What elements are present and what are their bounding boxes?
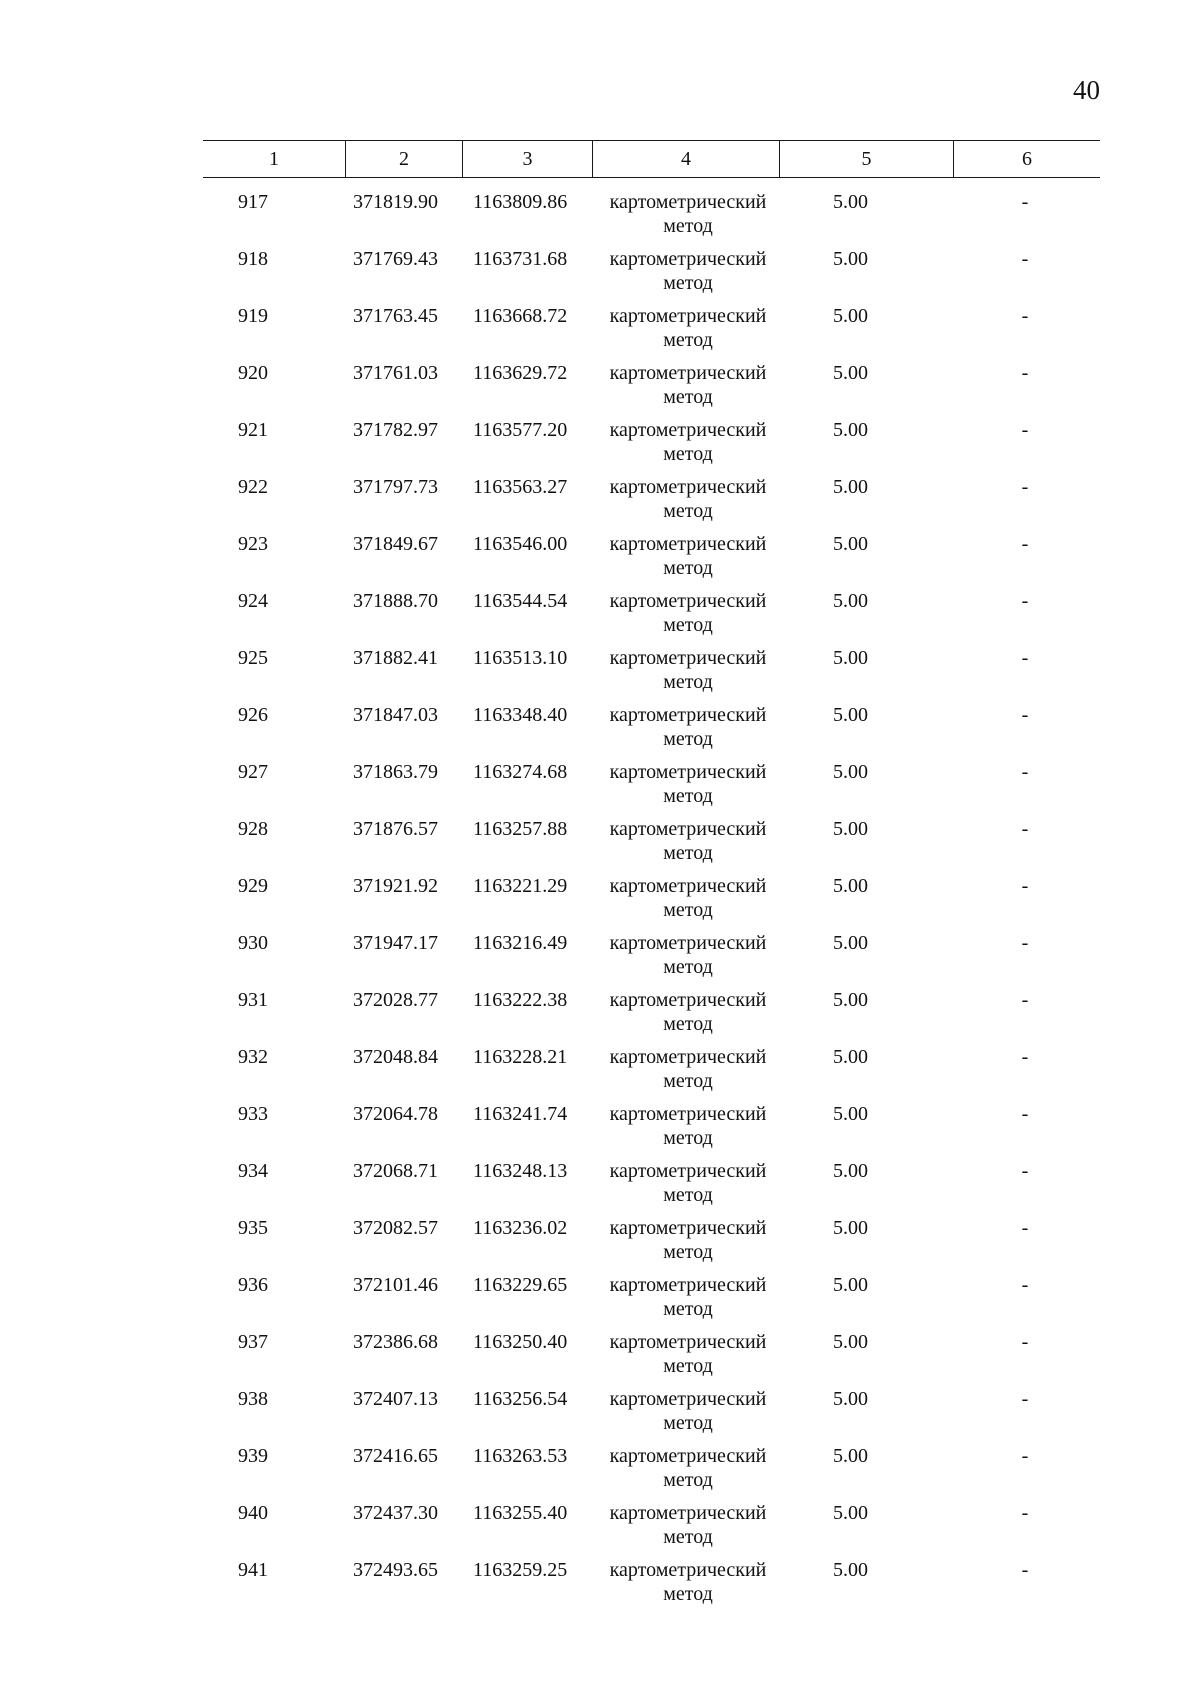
precision-value: 5.00	[833, 761, 868, 783]
table-row	[203, 1273, 1100, 1330]
note-dash: -	[1021, 533, 1029, 555]
precision-value: 5.00	[833, 419, 868, 441]
point-number: 921	[238, 419, 268, 441]
table-row	[203, 931, 1100, 988]
method	[588, 532, 788, 580]
note-dash: -	[1021, 989, 1029, 1011]
method	[588, 703, 788, 751]
method	[588, 1273, 788, 1321]
coordinate-y: 1163257.88	[473, 818, 568, 840]
method-line-1: картометрический	[609, 191, 767, 213]
table-row	[203, 589, 1100, 646]
method-line-1: картометрический	[609, 590, 767, 612]
point-number: 939	[238, 1445, 268, 1467]
method-line-2: метод	[663, 1298, 713, 1320]
point-number: 926	[238, 704, 268, 726]
coordinate-x: 371769.43	[353, 248, 438, 270]
method-line-2: метод	[663, 386, 713, 408]
table-row	[203, 1501, 1100, 1558]
coordinate-y: 1163228.21	[473, 1046, 568, 1068]
method-line-1: картометрический	[609, 1217, 767, 1239]
coordinate-x: 372048.84	[353, 1046, 438, 1068]
coordinate-y: 1163259.25	[473, 1559, 568, 1581]
method-line-2: метод	[663, 956, 713, 978]
table-row	[203, 1216, 1100, 1273]
table-header	[203, 140, 1100, 178]
method	[588, 1501, 788, 1549]
note-dash: -	[1021, 1388, 1029, 1410]
method-line-1: картометрический	[609, 1103, 767, 1125]
method-line-1: картометрический	[609, 1559, 767, 1581]
method	[588, 304, 788, 352]
precision-value: 5.00	[833, 818, 868, 840]
point-number: 936	[238, 1274, 268, 1296]
coordinate-y: 1163274.68	[473, 761, 568, 783]
method-line-2: метод	[663, 1184, 713, 1206]
table-row	[203, 1558, 1100, 1615]
header-col-2: 2	[345, 141, 462, 177]
precision-value: 5.00	[833, 305, 868, 327]
coordinate-x: 371882.41	[353, 647, 438, 669]
point-number: 938	[238, 1388, 268, 1410]
table-row	[203, 361, 1100, 418]
coordinate-y: 1163563.27	[473, 476, 568, 498]
table-row	[203, 304, 1100, 361]
precision-value: 5.00	[833, 362, 868, 384]
method-line-2: метод	[663, 500, 713, 522]
header-col-5: 5	[779, 141, 953, 177]
coordinate-x: 372068.71	[353, 1160, 438, 1182]
point-number: 935	[238, 1217, 268, 1239]
method	[588, 589, 788, 637]
method-line-2: метод	[663, 1583, 713, 1605]
method	[588, 1558, 788, 1606]
coordinate-x: 371761.03	[353, 362, 438, 384]
coordinate-x: 372493.65	[353, 1559, 438, 1581]
coordinate-y: 1163255.40	[473, 1502, 568, 1524]
method-line-1: картометрический	[609, 1160, 767, 1182]
header-col-4: 4	[592, 141, 779, 177]
method-line-2: метод	[663, 557, 713, 579]
coordinate-x: 371847.03	[353, 704, 438, 726]
method	[588, 361, 788, 409]
coordinate-x: 371921.92	[353, 875, 438, 897]
table-row	[203, 646, 1100, 703]
note-dash: -	[1021, 305, 1029, 327]
coordinate-x: 371876.57	[353, 818, 438, 840]
method-line-2: метод	[663, 1070, 713, 1092]
table-row	[203, 1330, 1100, 1387]
method	[588, 988, 788, 1036]
note-dash: -	[1021, 191, 1029, 213]
precision-value: 5.00	[833, 1502, 868, 1524]
method-line-2: метод	[663, 1412, 713, 1434]
coordinate-x: 371819.90	[353, 191, 438, 213]
method	[588, 646, 788, 694]
note-dash: -	[1021, 1103, 1029, 1125]
note-dash: -	[1021, 362, 1029, 384]
method	[588, 1216, 788, 1264]
precision-value: 5.00	[833, 1445, 868, 1467]
precision-value: 5.00	[833, 647, 868, 669]
method-line-2: метод	[663, 728, 713, 750]
coordinate-x: 372101.46	[353, 1274, 438, 1296]
coordinate-y: 1163668.72	[473, 305, 568, 327]
method-line-2: метод	[663, 899, 713, 921]
method-line-2: метод	[663, 1241, 713, 1263]
method-line-1: картометрический	[609, 1331, 767, 1353]
coordinate-y: 1163236.02	[473, 1217, 568, 1239]
method	[588, 931, 788, 979]
method	[588, 1159, 788, 1207]
table-body	[203, 190, 1100, 1615]
table-row	[203, 1444, 1100, 1501]
method-line-1: картометрический	[609, 476, 767, 498]
note-dash: -	[1021, 704, 1029, 726]
method	[588, 1387, 788, 1435]
header-col-6: 6	[953, 141, 1100, 177]
method	[588, 874, 788, 922]
coordinate-y: 1163222.38	[473, 989, 568, 1011]
coordinate-y: 1163546.00	[473, 533, 568, 555]
note-dash: -	[1021, 1274, 1029, 1296]
coordinate-y: 1163731.68	[473, 248, 568, 270]
header-col-3: 3	[462, 141, 592, 177]
coordinate-x: 372437.30	[353, 1502, 438, 1524]
precision-value: 5.00	[833, 989, 868, 1011]
coordinate-x: 371947.17	[353, 932, 438, 954]
precision-value: 5.00	[833, 476, 868, 498]
note-dash: -	[1021, 1502, 1029, 1524]
precision-value: 5.00	[833, 875, 868, 897]
method-line-2: метод	[663, 1355, 713, 1377]
coordinate-y: 1163544.54	[473, 590, 568, 612]
point-number: 925	[238, 647, 268, 669]
table-row	[203, 703, 1100, 760]
coordinate-x: 372407.13	[353, 1388, 438, 1410]
precision-value: 5.00	[833, 1217, 868, 1239]
point-number: 934	[238, 1160, 268, 1182]
table-row	[203, 1159, 1100, 1216]
point-number: 923	[238, 533, 268, 555]
point-number: 917	[238, 191, 268, 213]
note-dash: -	[1021, 1046, 1029, 1068]
method-line-2: метод	[663, 671, 713, 693]
note-dash: -	[1021, 647, 1029, 669]
method	[588, 1444, 788, 1492]
point-number: 930	[238, 932, 268, 954]
method	[588, 247, 788, 295]
note-dash: -	[1021, 590, 1029, 612]
method-line-1: картометрический	[609, 305, 767, 327]
precision-value: 5.00	[833, 1331, 868, 1353]
note-dash: -	[1021, 1445, 1029, 1467]
page-number: 40	[1073, 75, 1100, 105]
table-row	[203, 760, 1100, 817]
method-line-1: картометрический	[609, 647, 767, 669]
coordinate-y: 1163629.72	[473, 362, 568, 384]
method-line-1: картометрический	[609, 761, 767, 783]
coordinate-x: 371797.73	[353, 476, 438, 498]
point-number: 941	[238, 1559, 268, 1581]
coordinate-x: 372082.57	[353, 1217, 438, 1239]
header-col-1: 1	[269, 148, 279, 170]
coordinate-y: 1163513.10	[473, 647, 568, 669]
note-dash: -	[1021, 932, 1029, 954]
coordinate-y: 1163809.86	[473, 191, 568, 213]
method-line-2: метод	[663, 614, 713, 636]
point-number: 927	[238, 761, 268, 783]
method-line-2: метод	[663, 1526, 713, 1548]
coordinate-x: 372028.77	[353, 989, 438, 1011]
method	[588, 1102, 788, 1150]
coordinate-x: 371763.45	[353, 305, 438, 327]
precision-value: 5.00	[833, 533, 868, 555]
coordinate-y: 1163256.54	[473, 1388, 568, 1410]
note-dash: -	[1021, 248, 1029, 270]
coordinate-y: 1163250.40	[473, 1331, 568, 1353]
precision-value: 5.00	[833, 1274, 868, 1296]
point-number: 919	[238, 305, 268, 327]
table-row	[203, 1387, 1100, 1444]
method	[588, 1330, 788, 1378]
table-row	[203, 475, 1100, 532]
method-line-1: картометрический	[609, 1502, 767, 1524]
point-number: 929	[238, 875, 268, 897]
table-row	[203, 418, 1100, 475]
method-line-1: картометрический	[609, 704, 767, 726]
method-line-2: метод	[663, 1469, 713, 1491]
note-dash: -	[1021, 1559, 1029, 1581]
coordinate-x: 371888.70	[353, 590, 438, 612]
method-line-2: метод	[663, 842, 713, 864]
coordinate-y: 1163577.20	[473, 419, 568, 441]
coordinate-y: 1163229.65	[473, 1274, 568, 1296]
method-line-1: картометрический	[609, 248, 767, 270]
method	[588, 190, 788, 238]
precision-value: 5.00	[833, 932, 868, 954]
method	[588, 418, 788, 466]
method-line-1: картометрический	[609, 1445, 767, 1467]
point-number: 918	[238, 248, 268, 270]
method-line-2: метод	[663, 329, 713, 351]
precision-value: 5.00	[833, 1388, 868, 1410]
point-number: 922	[238, 476, 268, 498]
coordinate-y: 1163241.74	[473, 1103, 568, 1125]
method-line-1: картометрический	[609, 818, 767, 840]
table-row	[203, 1045, 1100, 1102]
method-line-1: картометрический	[609, 419, 767, 441]
method-line-2: метод	[663, 1127, 713, 1149]
table-row	[203, 532, 1100, 589]
table-row	[203, 1102, 1100, 1159]
method-line-1: картометрический	[609, 533, 767, 555]
coordinate-y: 1163216.49	[473, 932, 568, 954]
method	[588, 817, 788, 865]
precision-value: 5.00	[833, 191, 868, 213]
coordinate-x: 371849.67	[353, 533, 438, 555]
table-row	[203, 190, 1100, 247]
point-number: 920	[238, 362, 268, 384]
method-line-1: картометрический	[609, 1274, 767, 1296]
method-line-2: метод	[663, 215, 713, 237]
note-dash: -	[1021, 875, 1029, 897]
coordinate-y: 1163221.29	[473, 875, 568, 897]
table-row	[203, 874, 1100, 931]
coordinate-x: 371782.97	[353, 419, 438, 441]
coordinate-y: 1163263.53	[473, 1445, 568, 1467]
precision-value: 5.00	[833, 248, 868, 270]
method-line-1: картометрический	[609, 875, 767, 897]
precision-value: 5.00	[833, 1046, 868, 1068]
method	[588, 475, 788, 523]
note-dash: -	[1021, 476, 1029, 498]
note-dash: -	[1021, 818, 1029, 840]
table-row	[203, 247, 1100, 304]
precision-value: 5.00	[833, 1103, 868, 1125]
note-dash: -	[1021, 1160, 1029, 1182]
method-line-1: картометрический	[609, 362, 767, 384]
method-line-2: метод	[663, 443, 713, 465]
coordinate-x: 372064.78	[353, 1103, 438, 1125]
precision-value: 5.00	[833, 1160, 868, 1182]
coordinate-x: 372386.68	[353, 1331, 438, 1353]
method-line-2: метод	[663, 785, 713, 807]
method-line-1: картометрический	[609, 1388, 767, 1410]
method-line-2: метод	[663, 1013, 713, 1035]
point-number: 933	[238, 1103, 268, 1125]
method-line-1: картометрический	[609, 989, 767, 1011]
note-dash: -	[1021, 1217, 1029, 1239]
point-number: 924	[238, 590, 268, 612]
method-line-2: метод	[663, 272, 713, 294]
point-number: 928	[238, 818, 268, 840]
precision-value: 5.00	[833, 704, 868, 726]
method-line-1: картометрический	[609, 932, 767, 954]
point-number: 931	[238, 989, 268, 1011]
note-dash: -	[1021, 419, 1029, 441]
point-number: 937	[238, 1331, 268, 1353]
precision-value: 5.00	[833, 590, 868, 612]
point-number: 932	[238, 1046, 268, 1068]
precision-value: 5.00	[833, 1559, 868, 1581]
note-dash: -	[1021, 1331, 1029, 1353]
note-dash: -	[1021, 761, 1029, 783]
coordinate-x: 371863.79	[353, 761, 438, 783]
method-line-1: картометрический	[609, 1046, 767, 1068]
coordinate-x: 372416.65	[353, 1445, 438, 1467]
coordinate-y: 1163248.13	[473, 1160, 568, 1182]
table-row	[203, 817, 1100, 874]
table-row	[203, 988, 1100, 1045]
method	[588, 1045, 788, 1093]
method	[588, 760, 788, 808]
coordinate-y: 1163348.40	[473, 704, 568, 726]
point-number: 940	[238, 1502, 268, 1524]
